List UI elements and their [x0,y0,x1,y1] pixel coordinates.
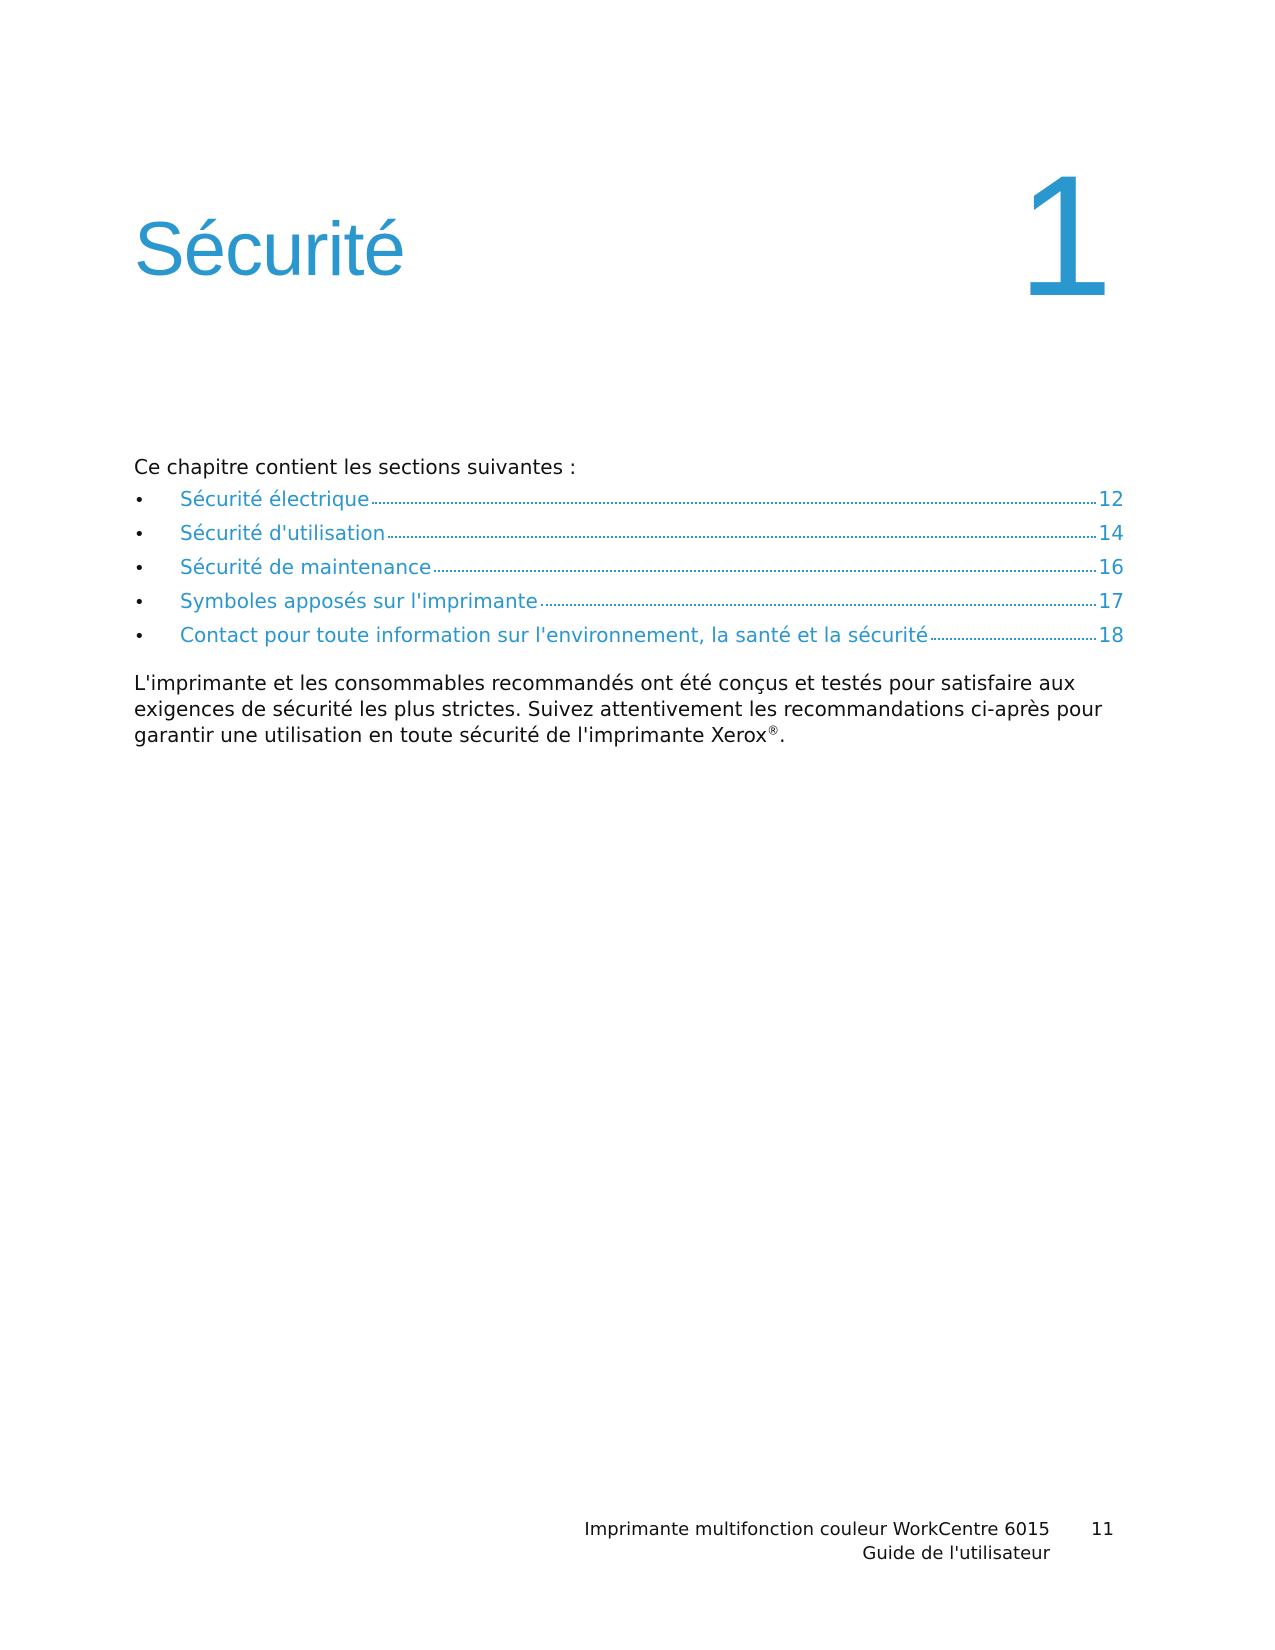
toc-link[interactable]: Sécurité de maintenance [180,555,432,579]
chapter-title: Sécurité [134,207,405,292]
toc-item-electrical-safety[interactable] [134,486,1124,520]
bullet-icon: • [134,592,145,613]
intro-text: Ce chapitre contient les sections suivantes : [134,455,577,479]
dot-leader [372,502,1095,504]
dot-leader [931,638,1095,640]
page-footer [584,1518,1050,1566]
bullet-icon: • [134,524,145,545]
toc-item-ehs-contact[interactable] [134,622,1124,656]
chapter-number: 1 [1017,140,1113,332]
body-text: L'imprimante et les consommables recommandés ont été conçus et testés pour satisfaire aux exigences de sécurité les plus strictes. Suivez attentivement les recommandations ci-après pour garantir une utilisation en toute sécurité de l'imprimante Xerox [134,671,1103,747]
registered-mark: ® [767,723,780,738]
table-of-contents [134,486,1124,656]
toc-page-number[interactable]: 16 [1098,555,1124,579]
footer-page-number: 11 [1091,1519,1114,1540]
body-end: . [779,723,786,747]
dot-leader [434,570,1095,572]
toc-page-number[interactable]: 18 [1098,623,1124,647]
toc-link[interactable]: Sécurité d'utilisation [180,521,386,545]
bullet-icon: • [134,626,145,647]
bullet-icon: • [134,558,145,579]
dot-leader [541,604,1096,606]
toc-link[interactable]: Contact pour toute information sur l'environnement, la santé et la sécurité [180,623,929,647]
toc-link[interactable]: Sécurité électrique [180,487,370,511]
toc-item-maintenance-safety[interactable] [134,554,1124,588]
toc-link[interactable]: Symboles apposés sur l'imprimante [180,589,538,613]
footer-product: Imprimante multifonction couleur WorkCentre 6015 [584,1519,1050,1540]
footer-guide: Guide de l'utilisateur [862,1543,1050,1564]
toc-page-number[interactable]: 12 [1098,487,1124,511]
dot-leader [388,536,1095,538]
bullet-icon: • [134,490,145,511]
body-paragraph [134,670,1134,748]
toc-item-printer-symbols[interactable] [134,588,1124,622]
toc-page-number[interactable]: 17 [1098,589,1124,613]
toc-page-number[interactable]: 14 [1098,521,1124,545]
toc-item-operational-safety[interactable] [134,520,1124,554]
